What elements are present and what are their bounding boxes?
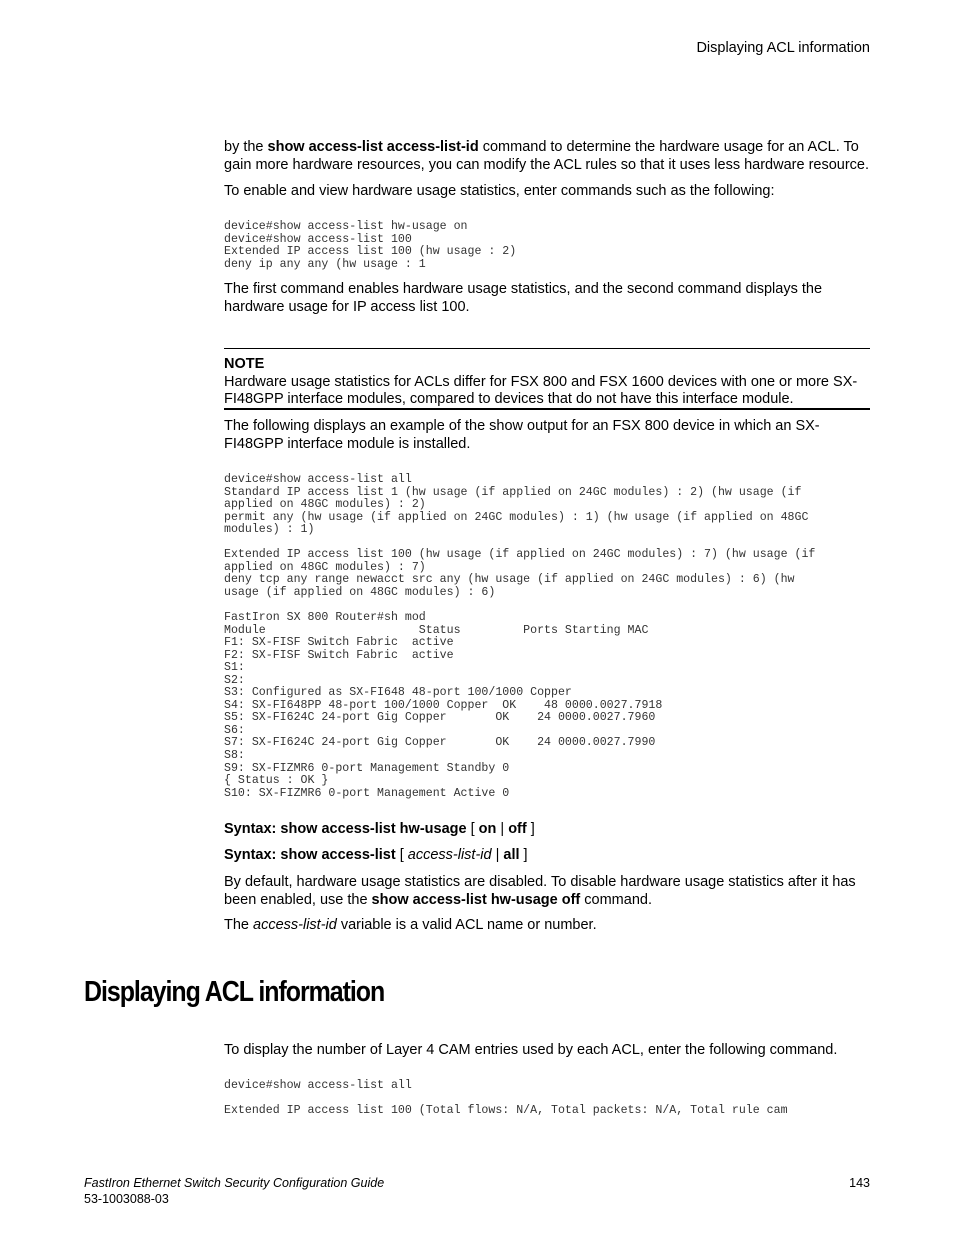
note-text: Hardware usage statistics for ACLs differ for FSX 800 and FSX 1600 devices with one or more SX-FI48GPP interface modules, compared to devices that do not have this interface module. [224,373,858,407]
text: command to determine the hardware usage for an ACL. To gain more hardware resources, you can modify the ACL rules so that it uses less hardware resource. [224,139,870,173]
footer-guide-title: FastIron Ethernet Switch Security Configuration Guide [84,1176,385,1190]
text: [ [466,821,479,837]
running-header: Displaying ACL information [696,40,870,56]
note-box [224,356,870,409]
section-heading: Displaying ACL information [84,976,385,1008]
text: command. [580,891,652,908]
footer-left [84,1175,384,1207]
keyword-all: all [503,847,520,863]
text: ] [526,821,535,837]
code-block-hw-usage: device#show access-list hw-usage on device#show access-list 100 Extended IP access list 100 (hw usage : 2) deny ip any any (hw usage : 1 [224,220,517,271]
syntax-show-access-list [224,847,870,865]
text: The [224,917,254,933]
text: by the [224,139,268,155]
note-bottom-rule [224,408,870,410]
paragraph-default-disabled [224,874,870,909]
note-title: NOTE [224,356,265,372]
paragraph-enable-stats: To enable and view hardware usage statistics, enter commands such as the following: [224,183,775,199]
paragraph-cam-entries: To display the number of Layer 4 CAM entries used by each ACL, enter the following command. [224,1042,838,1058]
footer-doc-number: 53-1003088-03 [84,1192,169,1206]
keyword-on: on [478,821,497,837]
page-number: 143 [849,1176,870,1190]
paragraph-first-command: The first command enables hardware usage statistics, and the second command displays the hardware usage for IP access list 100. [224,281,823,315]
syntax-hw-usage [224,821,870,839]
paragraph-variable [224,917,870,935]
code-block-cam: device#show access-list all Extended IP access list 100 (Total flows: N/A, Total packets: N/A, Total rule cam [224,1079,788,1118]
keyword-off: off [508,821,527,837]
syntax-label: Syntax: show access-list hw-usage [224,821,467,837]
variable-text: access-list-id [253,917,337,933]
code-block-show-all: device#show access-list all Standard IP access list 1 (hw usage (if applied on 24GC modules) : 2) (hw usage (if applied on 48GC modules) : 2) permit any (hw usage (if applied on 24GC modules) : 1) (hw usage (if applied on 48GC modules) : 1) Extended IP access list 100 (hw usage (if applied on 24GC modules) : 7) (hw usage (if applied on 48GC modules) : 7) deny tcp any range newacct src any (hw usage (if applied on 24GC modules) : 6) (hw usage (if applied on 48GC modules) : 6) FastIron SX 800 Router#sh mod Module Status Ports Starting MAC F1: SX-FISF Switch Fabric active F2: SX-FISF Switch Fabric active S1: S2: S3: Configured as SX-FI648 48-port 100/1000 Copper S4: SX-FI648PP 48-port 100/1000 Copper OK 48 0000.0027.7918 S5: SX-FI624C 24-port Gig Copper OK 24 0000.0027.7960 S6: S7: SX-FI624C 24-port Gig Copper OK 24 0000.0027.7990 S8: S9: SX-FIZMR6 0-port Management Standby 0 { Status : OK } S10: SX-FIZMR6 0-port Management Active 0 [224,473,816,800]
text: By default, hardware usage statistics are disabled. To disable hardware usage statistics after it has been enabled, use the [224,874,856,908]
syntax-label: Syntax: show access-list [224,847,396,863]
text: variable is a valid ACL name or number. [336,917,597,933]
text: ] [519,847,528,863]
paragraph-hw-usage-intro [224,139,870,174]
command-text: show access-list access-list-id [267,139,479,155]
note-top-rule [224,348,870,349]
variable-access-list-id: access-list-id [407,847,492,863]
command-text: show access-list hw-usage off [371,891,581,908]
text: | [496,821,509,837]
paragraph-example-fsx800: The following displays an example of the show output for an FSX 800 device in which an SX-FI48GPP interface module is installed. [224,418,820,452]
text: | [491,847,504,863]
text: [ [395,847,408,863]
